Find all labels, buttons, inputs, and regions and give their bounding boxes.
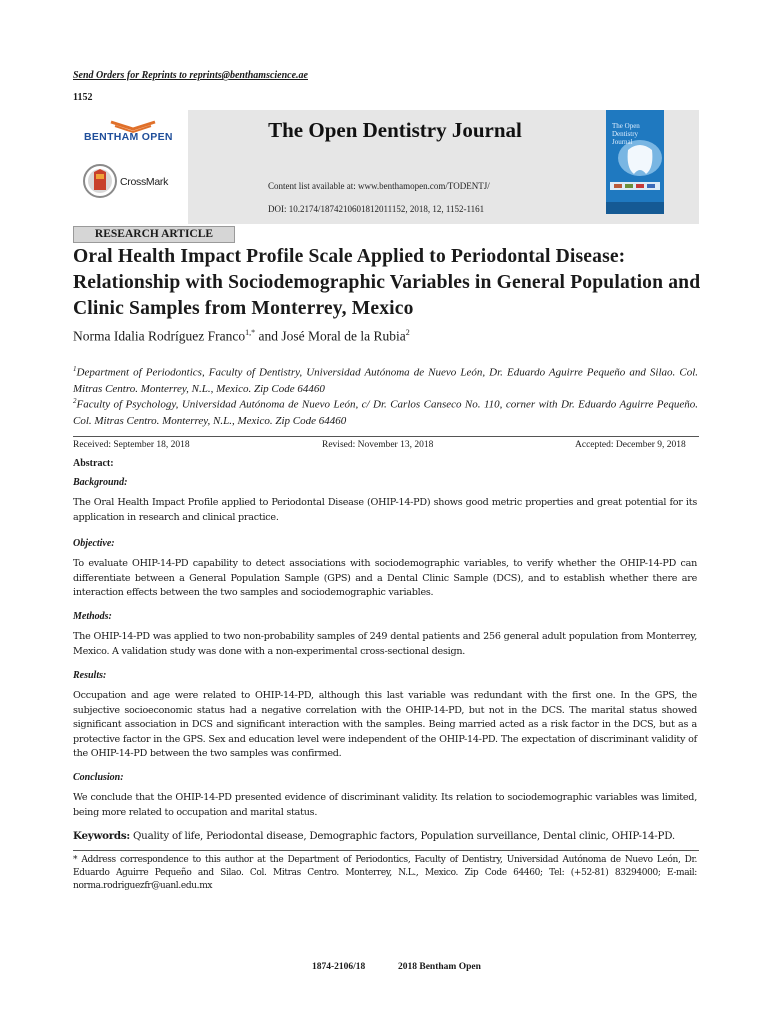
reprint-notice: Send Orders for Reprints to reprints@benthamscience.ae xyxy=(73,70,308,81)
background-heading: Background: xyxy=(73,477,128,488)
keywords-label: Keywords: xyxy=(73,830,130,842)
conclusion-heading: Conclusion: xyxy=(73,772,124,783)
author-1-affiliation: 1,* xyxy=(245,328,256,337)
page-number: 1152 xyxy=(73,92,93,103)
author-2-affiliation: 2 xyxy=(405,328,410,337)
revised-date: Revised: November 13, 2018 xyxy=(322,440,434,450)
article-title: Oral Health Impact Profile Scale Applied to Periodontal Disease: Relationship with Sociodemographic Variables in General Population and Clinic Samples from Monterrey, Mexico xyxy=(73,246,701,319)
affiliation-number: 2 xyxy=(73,397,77,405)
content-list-link[interactable]: Content list available at: www.benthamopen.com/TODENTJ/ xyxy=(268,181,490,191)
article-type-badge: RESEARCH ARTICLE xyxy=(73,226,235,243)
issn: 1874-2106/18 xyxy=(312,962,366,972)
cover-title: The Open Dentistry Journal xyxy=(612,122,640,146)
affiliation-number: 1 xyxy=(73,365,77,373)
methods-text: The OHIP-14-PD was applied to two non-probability samples of 249 dental patients and 256 general adult population from Monterrey, Mexico. A validation study was done with a non-experimental cross-sectional design. xyxy=(73,631,697,657)
affiliation-1 xyxy=(73,361,698,397)
divider xyxy=(73,436,699,437)
journal-title: The Open Dentistry Journal xyxy=(268,118,522,142)
results-heading: Results: xyxy=(73,670,107,681)
affiliation-text: Department of Periodontics, Faculty of Dentistry, Universidad Autónoma de Nuevo León, Dr. Eduardo Aguirre Pequeño and Silao. Col. Mitras Centro. Monterrey, N.L., Mexico. Zip Code 64460 xyxy=(73,366,698,395)
author-2[interactable]: and José Moral de la Rubia xyxy=(255,328,406,344)
divider xyxy=(73,850,699,851)
background-text: The Oral Health Impact Profile applied to Periodontal Disease (OHIP-14-PD) shows good metric properties and great potential for its application in research and clinical practice. xyxy=(73,497,697,523)
received-date: Received: September 18, 2018 xyxy=(73,440,190,450)
accepted-date: Accepted: December 9, 2018 xyxy=(575,440,686,450)
affiliation-text: Faculty of Psychology, Universidad Autónoma de Nuevo León, c/ Dr. Carlos Canseco No. 110, corner with Dr. Eduardo Aguirre Pequeño. Col. Mitras Centro. Monterrey, N.L., Mexico. Zip Code 64460 xyxy=(73,398,698,427)
objective-text: To evaluate OHIP-14-PD capability to detect associations with sociodemographic variables, to verify whether the OHIP-14-PD can differentiate between a General Population Sample (GPS) and a Dental Clinic Sample (DCS), and to establish whether there are interaction effects between the two samples and sociodemographic variables. xyxy=(73,558,697,598)
results-text: Occupation and age were related to OHIP-14-PD, although this last variable was redundant with the first one. In the GPS, the subjective socioeconomic status had a negative correlation with the OHIP-14-PD, but not in the DCS. The marital status showed significant association in DCS and significant interaction with the samples. Being married acted as a risk factor in the DCS, but as a protective factor in the GPS. Sex and education level were independent of the OHIP-14-PD. The expectation of discriminant validity of the OHIP-14-PD between the two samples was confirmed. xyxy=(73,690,697,759)
crossmark-label[interactable]: CrossMark xyxy=(120,176,169,188)
correspondence-footnote: * Address correspondence to this author at the Department of Periodontics, Faculty of Dentistry, Universidad Autónoma de Nuevo León, Dr. Eduardo Aguirre Pequeño and Silao. Col. Mitras Centro. Monterrey, N.L., Mexico. Zip Code 64460; Tel: (+52-81) 83294000; E-mail: norma.rodriguezfr@uanl.edu.mx xyxy=(73,855,697,891)
author-1[interactable]: Norma Idalia Rodríguez Franco xyxy=(73,328,246,344)
objective-heading: Objective: xyxy=(73,538,115,549)
methods-heading: Methods: xyxy=(73,611,112,622)
abstract-heading: Abstract: xyxy=(73,458,114,469)
conclusion-text: We conclude that the OHIP-14-PD presented evidence of discriminant validity. Its relation to sociodemographic variables was limited, being more related to occupation and marital status. xyxy=(73,792,697,818)
keywords xyxy=(73,830,697,842)
footer-publisher: 2018 Bentham Open xyxy=(398,962,481,972)
authors xyxy=(73,328,410,345)
doi[interactable]: DOI: 10.2174/1874210601812011152, 2018, 12, 1152-1161 xyxy=(268,204,485,214)
affiliation-2 xyxy=(73,393,698,429)
publisher-logo-text: BENTHAM OPEN xyxy=(84,131,173,143)
keywords-text: Quality of life, Periodontal disease, Demographic factors, Population surveillance, Dental clinic, OHIP-14-PD. xyxy=(129,830,675,842)
crossmark-icon[interactable] xyxy=(83,164,117,198)
